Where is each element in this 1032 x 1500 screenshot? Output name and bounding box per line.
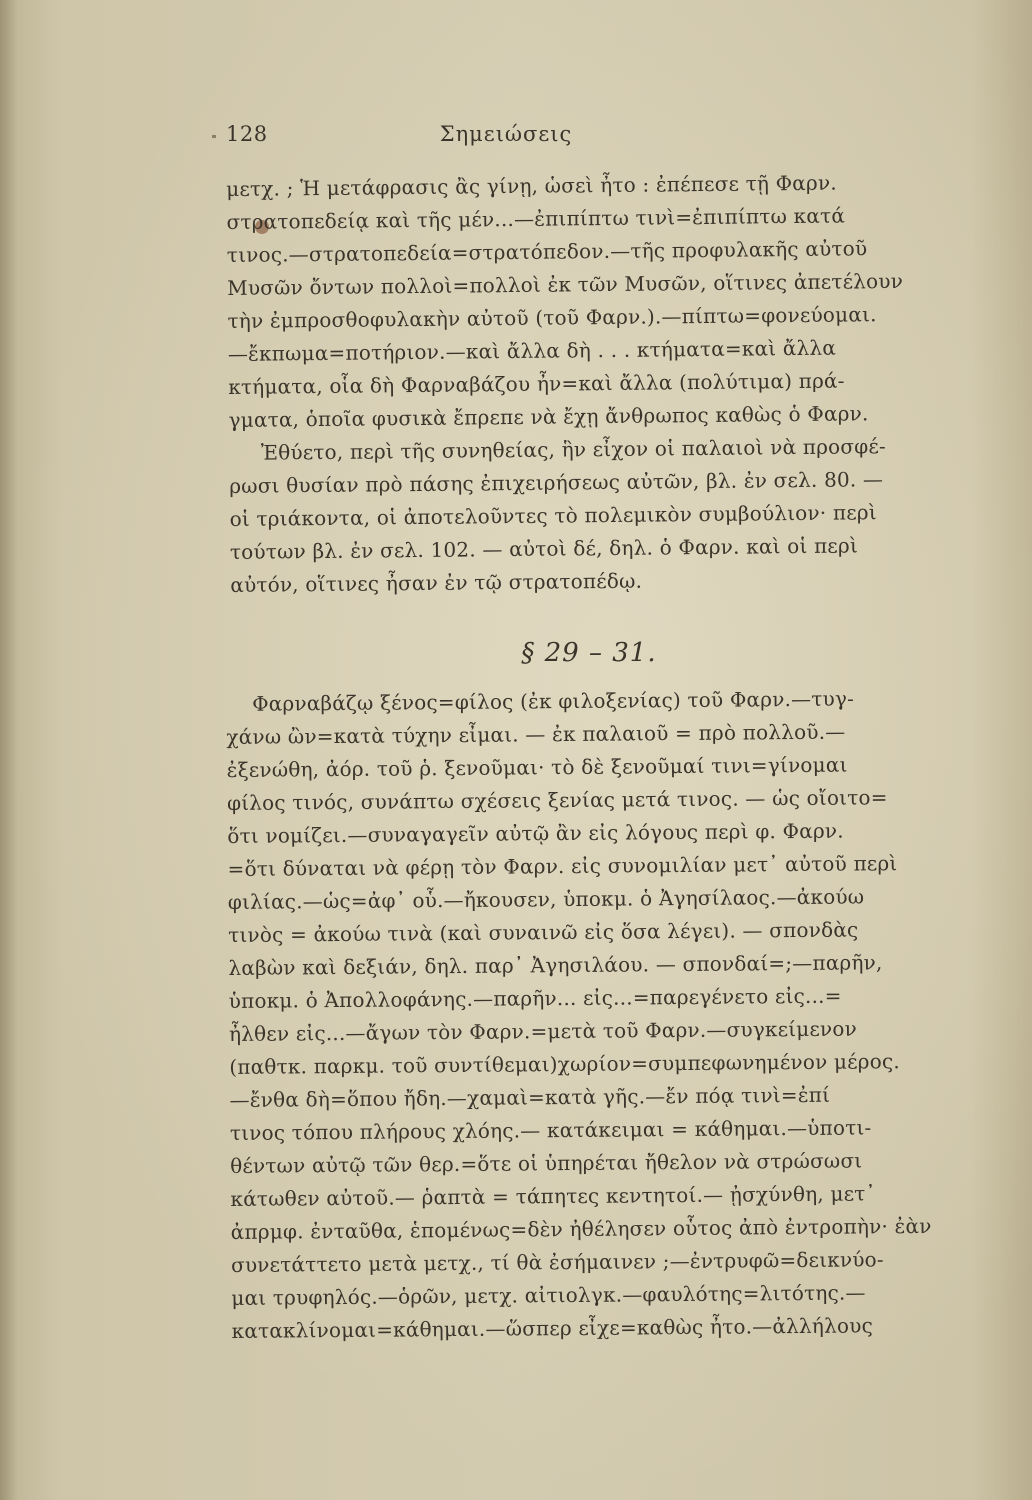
text-line: θέντων αὐτῷ τῶν θερ.=ὅτε οἱ ὑπηρέται ἤθελον νὰ στρώσωσι — [230, 1148, 863, 1178]
page-number: 128 — [226, 122, 268, 146]
text-line: γματα, ὁποῖα φυσικὰ ἔπρεπε νὰ ἔχῃ ἄνθρωπος καθὼς ὁ Φαρν. — [228, 401, 869, 432]
text-line: τινὸς = ἀκούω τινὰ (καὶ συναινῶ εἰς ὅσα λέγει). — σπονδὰς — [228, 917, 859, 947]
page-shadow — [0, 0, 18, 1500]
text-line: μετχ. ; Ἡ μετάφρασις ἂς γίνῃ, ὡσεὶ ἦτο : ἐπέπεσε τῇ Φαρν. — [226, 170, 837, 201]
text-line: Μυσῶν ὄντων πολλοὶ=πολλοὶ ἐκ τῶν Μυσῶν, οἵτινες ἀπετέλουν — [227, 268, 904, 300]
text-line: τὴν ἐμπροσθοφυλακὴν αὐτοῦ (τοῦ Φαρν.).—πίπτω=φονεύομαι. — [227, 302, 877, 333]
paragraph-notes-1 — [226, 165, 956, 602]
text-line: Ἐθύετο, περὶ τῆς συνηθείας, ἣν εἶχον οἱ παλαιοὶ νὰ προσφέ- — [260, 434, 887, 465]
paragraph-notes-2 — [226, 682, 958, 1348]
text-line: ὅτι νομίζει.—συναγαγεῖν αὐτῷ ἂν εἰς λόγους περὶ φ. Φαρν. — [227, 818, 844, 848]
text-line: τούτων βλ. ἐν σελ. 102. — αὐτοὶ δέ, δηλ. ὁ Φαρν. καὶ οἱ περὶ — [229, 533, 859, 564]
text-line: ἦλθεν εἰς...—ἄγων τὸν Φαρν.=μετὰ τοῦ Φαρν.—συγκείμενον — [228, 1016, 858, 1046]
page-header — [226, 122, 746, 154]
text-line: (παθτκ. παρκμ. τοῦ συντίθεμαι)χωρίον=συμπεφωνημένον μέρος. — [229, 1049, 900, 1079]
text-line: κατακλίνομαι=κάθημαι.—ὥσπερ εἶχε=καθὼς ἦτο.—ἀλλήλους — [231, 1313, 874, 1343]
text-line: Φαρναβάζῳ ξένος=φίλος (ἐκ φιλοξενίας) τοῦ Φαρν.—τυγ- — [252, 686, 855, 716]
text-line: χάνω ὢν=κατὰ τύχην εἶμαι. — ἐκ παλαιοῦ = πρὸ πολλοῦ.— — [226, 719, 846, 749]
page-mark — [212, 135, 216, 138]
text-line: ἐξενώθη, ἀόρ. τοῦ ῥ. ξενοῦμαι· τὸ δὲ ξενοῦμαί τινι=γίνομαι — [226, 752, 848, 782]
text-line: μαι τρυφηλός.—ὁρῶν, μετχ. αἰτιολγκ.—φαυλότης=λιτότης.— — [231, 1280, 866, 1310]
text-line: φίλος τινός, συνάπτω σχέσεις ξενίας μετά τινος. — ὡς οἴοιτο= — [226, 785, 888, 815]
text-line: συνετάττετο μετὰ μετχ., τί θὰ ἐσήμαινεν ;—ἐντρυφῶ=δεικνύο- — [230, 1247, 884, 1277]
text-line: ἀπρμφ. ἐνταῦθα, ἑπομένως=δὲν ἠθέλησεν οὗτος ἀπὸ ἐντροπὴν· ἐὰν — [230, 1213, 932, 1244]
text-line: ὑποκμ. ὁ Ἀπολλοφάνης.—παρῆν... εἰς...=παρεγένετο εἰς...= — [228, 983, 842, 1013]
text-line: —ἔκπωμα=ποτήριον.—καὶ ἄλλα δὴ . . . κτήματα=καὶ ἄλλα — [227, 335, 837, 366]
text-line: φιλίας.—ὡς=ἀφ᾽ οὗ.—ἤκουσεν, ὑποκμ. ὁ Ἀγησίλαος.—ἀκούω — [227, 884, 865, 914]
section-heading: § 29 – 31. — [521, 638, 657, 668]
text-line: ρωσι θυσίαν πρὸ πάσης ἐπιχειρήσεως αὐτῶν, βλ. ἐν σελ. 80. — — [229, 467, 884, 498]
text-line: =ὅτι δύναται νὰ φέρῃ τὸν Φαρν. εἰς συνομιλίαν μετ᾽ αὐτοῦ περὶ — [227, 851, 898, 881]
running-title: Σημειώσεις — [439, 122, 573, 146]
text-line: λαβὼν καὶ δεξιάν, δηλ. παρ᾽ Ἀγησιλάου. — σπονδαί=;—παρῆν, — [228, 950, 883, 980]
text-line: οἱ τριάκοντα, οἱ ἀποτελοῦντες τὸ πολεμικὸν συμβούλιον· περὶ — [229, 500, 877, 531]
text-line: —ἔνθα δὴ=ὅπου ἤδη.—χαμαὶ=κατὰ γῆς.—ἔν πόᾳ τινὶ=ἐπί — [229, 1082, 831, 1112]
text-line: τινος τόπου πλήρους χλόης.— κατάκειμαι = κάθημαι.—ὑποτι- — [229, 1115, 872, 1145]
text-line: στρατοπεδείᾳ καὶ τῆς μέν...—ἐπιπίπτω τινὶ=ἐπιπίπτω κατά — [226, 203, 846, 234]
text-line: κάτωθεν αὐτοῦ.— ῥαπτὰ = τάπητες κεντητοί.— ᾐσχύνθη, μετ᾽ — [230, 1181, 876, 1211]
text-line: αὐτόν, οἵτινες ἦσαν ἐν τῷ στρατοπέδῳ. — [230, 568, 643, 597]
text-line: κτήματα, οἷα δὴ Φαρναβάζου ἦν=καὶ ἄλλα (πολύτιμα) πρά- — [228, 368, 845, 399]
text-line: τινος.—στρατοπεδεία=στρατόπεδον.—τῆς προφυλακῆς αὐτοῦ — [226, 236, 868, 267]
